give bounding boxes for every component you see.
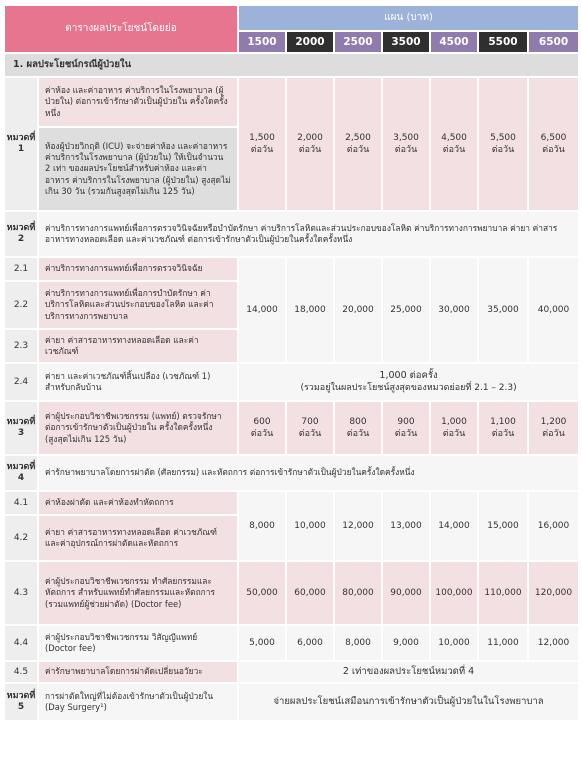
g4-1-value-2500: 12,000 [334, 491, 382, 561]
g4-3-value-3500: 90,000 [382, 561, 430, 625]
row-2-3-label: ค่ายา ค่าสารอาหารทางหลอดเลือด และค่าเวชภัณฑ์ [38, 329, 238, 363]
benefit-table [3, 4, 580, 722]
row-2-4-value: 1,000 ต่อครั้ง (รวมอยู่ในผลประโยชน์สูงสุดของหมวดย่อยที่ 2.1 – 2.3) [238, 363, 579, 401]
row-number-4-5: 4.5 [4, 661, 38, 683]
g3-value-4500: 1,000 ต่อวัน [430, 401, 478, 455]
group-label-4: หมวดที่ 4 [4, 455, 38, 491]
plan-4500: 4500 [430, 31, 478, 53]
row-4-2-label: ค่ายา ค่าสารอาหารทางหลอดเลือด ค่าเวชภัณฑ์ และค่าอุปกรณ์การผ่าตัดและหัตถการ [38, 515, 238, 561]
g1-value-6500: 6,500 ต่อวัน [528, 77, 579, 211]
g4-3-value-2000: 60,000 [286, 561, 334, 625]
section-heading: 1. ผลประโยชน์กรณีผู้ป่วยใน [4, 53, 579, 77]
group-label-1: หมวดที่ 1 [4, 77, 38, 211]
group-1-description: ค่าห้อง และค่าอาหาร ค่าบริการในโรงพยาบาล (ผู้ป่วยใน) ต่อการเข้ารักษาตัวเป็นผู้ป่วยใน ครั้งใดครั้งหนึ่ง [38, 77, 238, 127]
g4-4-value-2500: 8,000 [334, 625, 382, 661]
g4-4-value-4500: 10,000 [430, 625, 478, 661]
g2-value-1500: 14,000 [238, 257, 286, 363]
g3-value-2000: 700 ต่อวัน [286, 401, 334, 455]
table-title: ตารางผลประโยชน์โดยย่อ [4, 5, 238, 53]
row-4-5-label: ค่ารักษาพยาบาลโดยการผ่าตัดเปลี่ยนอวัยวะ [38, 661, 238, 683]
g1-value-4500: 4,500 ต่อวัน [430, 77, 478, 211]
row-number-4-3: 4.3 [4, 561, 38, 625]
row-number-4-4: 4.4 [4, 625, 38, 661]
row-number-4-1: 4.1 [4, 491, 38, 515]
group-5-description: การผ่าตัดใหญ่ที่ไม่ต้องเข้ารักษาตัวเป็นผู้ป่วยใน (Day Surgery¹) [38, 683, 238, 721]
g3-value-2500: 800 ต่อวัน [334, 401, 382, 455]
plan-6500: 6500 [528, 31, 579, 53]
plan-2500: 2500 [334, 31, 382, 53]
g4-4-value-6500: 12,000 [528, 625, 579, 661]
g1-value-2500: 2,500 ต่อวัน [334, 77, 382, 211]
group-label-3: หมวดที่ 3 [4, 401, 38, 455]
g2-value-4500: 30,000 [430, 257, 478, 363]
plan-header: แผน (บาท) [238, 5, 579, 31]
g4-3-value-6500: 120,000 [528, 561, 579, 625]
g4-4-value-5500: 11,000 [478, 625, 528, 661]
group-2-description: ค่าบริการทางการแพทย์เพื่อการตรวจวินิจฉัยหรือบำบัดรักษา ค่าบริการโลหิตและส่วนประกอบของโลหิต ค่าบริการทางการพยาบาล ค่ายา ค่าสารอาหารทางหลอดเลือด และค่าเวชภัณฑ์ ต่อการเข้ารักษาตัวเป็นผู้ป่วยในครั้งใดครั้งหนึ่ง [38, 211, 579, 257]
g3-value-6500: 1,200 ต่อวัน [528, 401, 579, 455]
g4-1-value-3500: 13,000 [382, 491, 430, 561]
group-label-2: หมวดที่ 2 [4, 211, 38, 257]
g4-1-value-1500: 8,000 [238, 491, 286, 561]
group-3-description: ค่าผู้ประกอบวิชาชีพเวชกรรม (แพทย์) ตรวจรักษา ต่อการเข้ารักษาตัวเป็นผู้ป่วยใน ครั้งใดครั้งหนึ่ง (สูงสุดไม่เกิน 125 วัน) [38, 401, 238, 455]
g1-value-2000: 2,000 ต่อวัน [286, 77, 334, 211]
g1-value-1500: 1,500 ต่อวัน [238, 77, 286, 211]
row-2-2-label: ค่าบริการทางการแพทย์เพื่อการบำบัดรักษา ค่าบริการโลหิตและส่วนประกอบของโลหิต และค่าบริการทางการพยาบาล [38, 281, 238, 329]
plan-2000: 2000 [286, 31, 334, 53]
plan-3500: 3500 [382, 31, 430, 53]
g3-value-3500: 900 ต่อวัน [382, 401, 430, 455]
group-5-value: จ่ายผลประโยชน์เสมือนการเข้ารักษาตัวเป็นผู้ป่วยในในโรงพยาบาล [238, 683, 579, 721]
plan-5500: 5500 [478, 31, 528, 53]
g1-value-5500: 5,500 ต่อวัน [478, 77, 528, 211]
icu-description: ห้องผู้ป่วยวิกฤติ (ICU) จะจ่ายค่าห้อง และค่าอาหาร ค่าบริการในโรงพยาบาล (ผู้ป่วยใน) ให้เป็นจำนวน 2 เท่า ของผลประโยชน์สำหรับค่าห้อง และค่าอาหาร ค่าบริการในโรงพยาบาล (ผู้ป่วยใน) สูงสุดไม่เกิน 30 วัน (รวมกันสูงสุดไม่เกิน 125 วัน) [38, 127, 238, 211]
g4-3-value-2500: 80,000 [334, 561, 382, 625]
g4-1-value-2000: 10,000 [286, 491, 334, 561]
g2-value-2000: 18,000 [286, 257, 334, 363]
g4-1-value-5500: 15,000 [478, 491, 528, 561]
group-4-description: ค่ารักษาพยาบาลโดยการผ่าตัด (ศัลยกรรม) และหัตถการ ต่อการเข้ารักษาตัวเป็นผู้ป่วยในครั้งใดครั้งหนึ่ง [38, 455, 579, 491]
row-2-4-label: ค่ายา และค่าเวชภัณฑ์สิ้นเปลือง (เวชภัณฑ์ 1) สำหรับกลับบ้าน [38, 363, 238, 401]
g2-value-3500: 25,000 [382, 257, 430, 363]
g1-value-3500: 3,500 ต่อวัน [382, 77, 430, 211]
g4-3-value-5500: 110,000 [478, 561, 528, 625]
g4-1-value-4500: 14,000 [430, 491, 478, 561]
group-label-5: หมวดที่ 5 [4, 683, 38, 721]
g2-value-2500: 20,000 [334, 257, 382, 363]
g3-value-5500: 1,100 ต่อวัน [478, 401, 528, 455]
row-4-3-label: ค่าผู้ประกอบวิชาชีพเวชกรรม ทำศัลยกรรมและหัตถการ สำหรับแพทย์ทำศัลยกรรมและหัตถการ (รวมแพทย์ผู้ช่วยผ่าตัด) (Doctor fee) [38, 561, 238, 625]
g4-1-value-6500: 16,000 [528, 491, 579, 561]
row-4-1-label: ค่าห้องผ่าตัด และค่าห้องทำหัตถการ [38, 491, 238, 515]
row-4-5-value: 2 เท่าของผลประโยชน์หมวดที่ 4 [238, 661, 579, 683]
row-number-2-2: 2.2 [4, 281, 38, 329]
g4-4-value-2000: 6,000 [286, 625, 334, 661]
row-number-2-4: 2.4 [4, 363, 38, 401]
row-number-2-1: 2.1 [4, 257, 38, 281]
plan-1500: 1500 [238, 31, 286, 53]
g4-3-value-1500: 50,000 [238, 561, 286, 625]
row-number-2-3: 2.3 [4, 329, 38, 363]
row-4-4-label: ค่าผู้ประกอบวิชาชีพเวชกรรม วิสัญญีแพทย์ (Doctor fee) [38, 625, 238, 661]
g3-value-1500: 600 ต่อวัน [238, 401, 286, 455]
row-2-1-label: ค่าบริการทางการแพทย์เพื่อการตรวจวินิจฉัย [38, 257, 238, 281]
g2-value-6500: 40,000 [528, 257, 579, 363]
g4-4-value-1500: 5,000 [238, 625, 286, 661]
g4-4-value-3500: 9,000 [382, 625, 430, 661]
row-number-4-2: 4.2 [4, 515, 38, 561]
g4-3-value-4500: 100,000 [430, 561, 478, 625]
g2-value-5500: 35,000 [478, 257, 528, 363]
